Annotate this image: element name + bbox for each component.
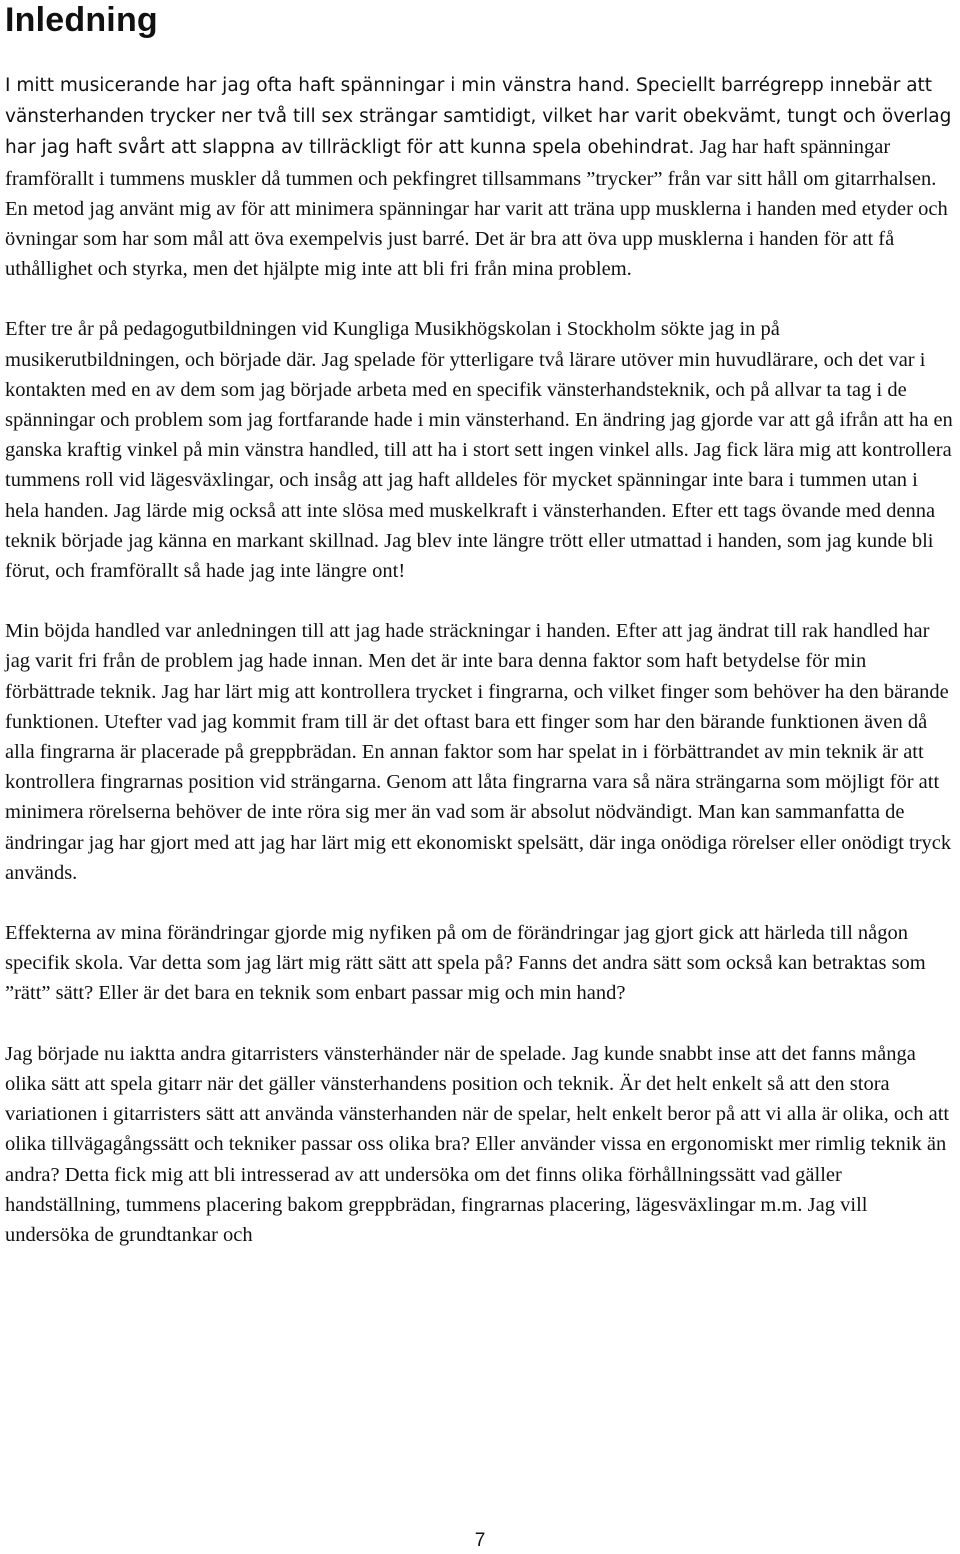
paragraph-1 [5,70,953,284]
paragraph-4: Effekterna av mina förändringar gjorde mig nyfiken på om de förändringar jag gjort gick att härleda till någon specifik skola. Var detta som jag lärt mig rätt sätt att spela på? Fanns det andra sätt som också kan betraktas som ”rätt” sätt? Eller är det bara en teknik som enbart passar mig och min hand? [5,922,926,1005]
paragraph-1-sans-run: I mitt musicerande har jag ofta haft spänningar i min vänstra hand. Speciellt barrégrepp innebär att vänsterhanden trycker ner två till sex strängar samtidigt, vilket har varit obekvämt, tungt och överlag har jag haft svårt att slappna av tillräckligt för att kunna spela obehindrat. [5,75,952,159]
section-heading: Inledning [5,1,158,39]
paragraph-1-serif-run: Jag har haft spänningar framförallt i tummens muskler då tummen och pekfingret tillsammans ”trycker” från var sitt håll om gitarrhalsen. En metod jag använt mig av för att minimera spänningar har varit att träna upp musklerna i handen med etyder och övningar som har som mål att öva exempelvis just barré. Det är bra att öva upp musklerna i handen för att få uthållighet och styrka, men det hjälpte mig inte att bli fri från mina problem. [5,136,948,281]
paragraph-2: Efter tre år på pedagogutbildningen vid Kungliga Musikhögskolan i Stockholm sökte jag in på musikerutbildningen, och började där. Jag spelade för ytterligare två lärare utöver min huvudlärare, och det var i kontakten med en av dem som jag började arbeta med en specifik vänsterhandsteknik, och på allvar ta tag i de spänningar och problem som jag fortfarande hade i min vänsterhand. En ändring jag gjorde var att gå ifrån att ha en ganska kraftig vinkel på min vänstra handled, till att ha i stort sett ingen vinkel alls. Jag fick lära mig att kontrollera tummens roll vid lägesväxlingar, och insåg att jag haft alldeles för mycket spänningar inte bara i tummen utan i hela handen. Jag lärde mig också att inte slösa med muskelkraft i vänsterhanden. Efter ett tags övande med denna teknik började jag känna en markant skillnad. Jag blev inte längre trött eller utmattad i handen, som jag kunde bli förut, och framförallt så hade jag inte längre ont! [5,318,953,583]
page-number: 7 [474,1530,486,1551]
document-page [5,0,953,1280]
paragraph-3: Min böjda handled var anledningen till att jag hade sträckningar i handen. Efter att jag ändrat till rak handled har jag varit fri från de problem jag hade innan. Men det är inte bara denna faktor som haft betydelse för min förbättrade teknik. Jag har lärt mig att kontrollera trycket i fingrarna, och vilket finger som behöver ha den bärande funktionen. Utefter vad jag kommit fram till är det oftast bara ett finger som har den bärande funktionen även då alla fingrarna är placerade på greppbrädan. En annan faktor som har spelat in i förbättrandet av min teknik är att kontrollera fingrarnas position vid strängarna. Genom att låta fingrarna vara så nära strängarna som möjligt för att minimera rörelserna behöver de inte röra sig mer än vad som är absolut nödvändigt. Man kan sammanfatta de ändringar jag har gjort med att jag har lärt mig ett ekonomiskt spelsätt, där inga onödiga rörelser eller onödigt tryck används. [5,620,952,884]
body-text [5,70,953,1250]
paragraph-5: Jag började nu iaktta andra gitarristers vänsterhänder när de spelade. Jag kunde snabbt inse att det fanns många olika sätt att spela gitarr när det gäller vänsterhandens position och teknik. Är det helt enkelt så att den stora variationen i gitarristers sätt att använda vänsterhanden när de spelar, helt enkelt beror på att vi alla är olika, och att olika tillvägagångssätt och tekniker passar oss olika bra? Eller använder vissa en ergonomiskt mer rimlig teknik än andra? Detta fick mig att bli intresserad av att undersöka om det finns olika förhållningssätt vad gäller handställning, tummens placering bakom greppbrädan, fingrarnas placering, lägesväxlingar m.m. Jag vill undersöka de grundtankar och [5,1042,950,1246]
